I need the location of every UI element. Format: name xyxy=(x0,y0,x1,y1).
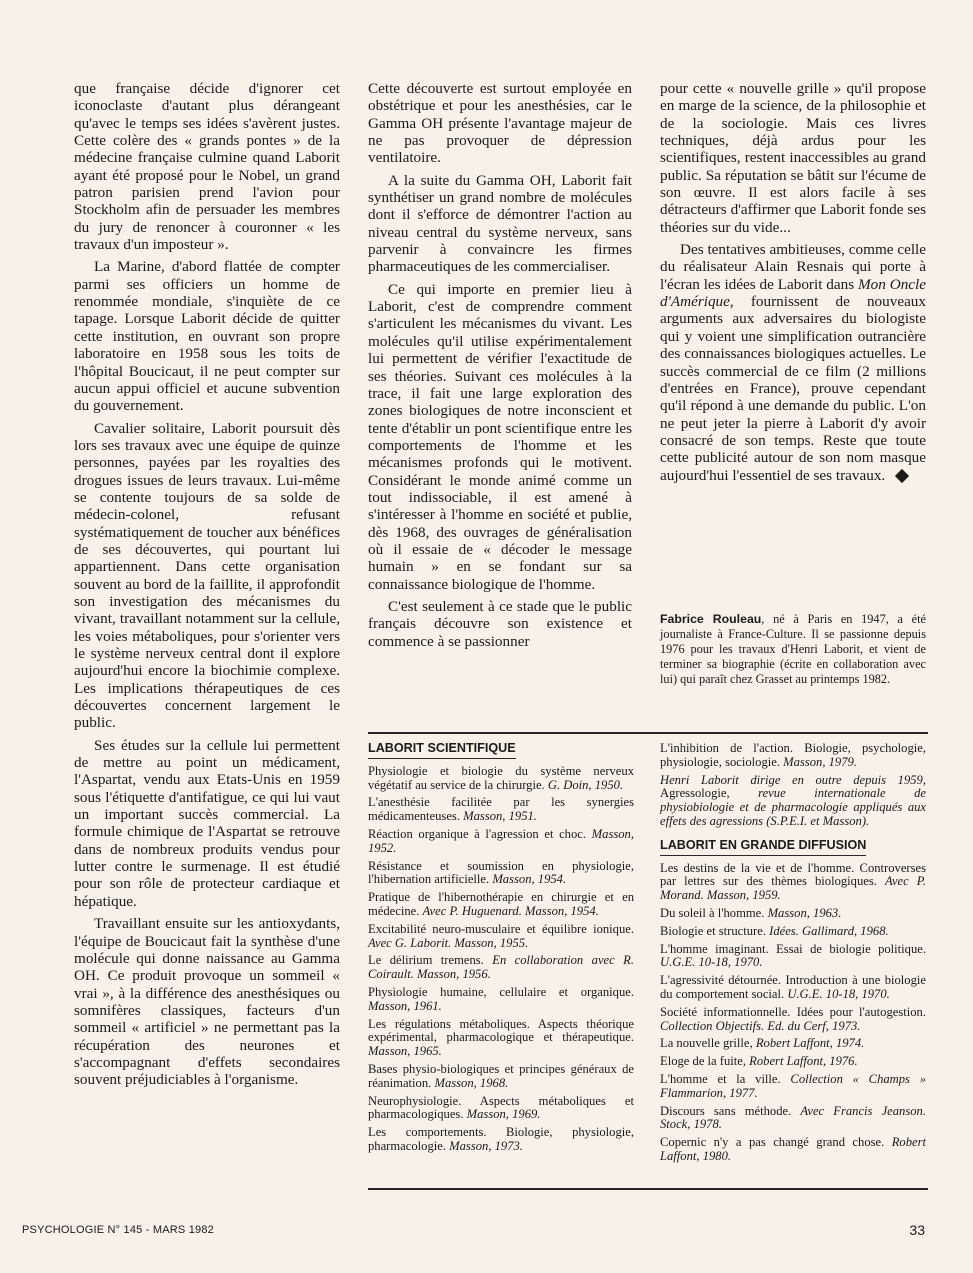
entry-title: Biologie et structure. xyxy=(660,923,770,938)
paragraph: que française décide d'ignorer cet iconoclaste d'autant plus dérangeant qu'avec le temps ses idées s'avèrent justes. Cette colère des « grands pontes » de la médecine française culmine quand Laborit ayant été proposé pour le Nobel, un grand patron parisien prend l'avion pour Stockholm afin de persuader les membres du jury de renoncer à couronner « les travaux d'un imposteur ». xyxy=(74,80,340,254)
entry-publisher: Masson, 1954. xyxy=(492,872,567,887)
entry-publisher: En collaboration avec R. Coirault. Masson, 1956. xyxy=(368,953,634,982)
paragraph: A la suite du Gamma OH, Laborit fait synthétiser un grand nombre de molécules dont il s'efforce de démontrer l'action au niveau central du système nerveux, sans parvenir à convaincre les firmes pharmaceutiques de les commercialiser. xyxy=(368,171,632,276)
entry-title: Eloge de la fuite, xyxy=(660,1054,750,1069)
bibliography-entry xyxy=(368,923,634,951)
entry-title: Physiologie humaine, cellulaire et organique. xyxy=(368,984,634,999)
bibliography-entry xyxy=(660,1136,926,1164)
entry-title: L'agressivité détournée. Introduction à une biologie du comportement social. xyxy=(660,973,926,1001)
bibliography-entry xyxy=(660,1037,926,1051)
article-column-1 xyxy=(74,80,340,1089)
entry-publisher: Avec Francis Jeanson. Stock, 1978. xyxy=(660,1103,926,1132)
paragraph-text: , fournissent de nouveaux arguments aux adversaires du biologiste qui y voient une simplification outrancière des connaissances biologiques actuelles. Le succès commercial de ce film (2 millions d'entrées en France), prouve cependant qu'il répond à une demande du public. L'on ne peut jeter la pierre à Laborit d'y avoir consacré de son temps. Reste que toute cette publicité autour de son nom masque aujourd'hui l'essentiel de ses travaux. xyxy=(660,293,926,484)
entry-publisher: Masson, 1963. xyxy=(767,905,842,920)
bibliography-entry xyxy=(368,986,634,1014)
bibliography-diffusion xyxy=(660,742,926,1168)
entry-publisher: G. Doin, 1950. xyxy=(547,777,624,792)
entry-title: Résistance et soumission en physiologie, l'hibernation artificielle. xyxy=(368,858,634,887)
entry-title: Du soleil à l'homme. xyxy=(660,905,768,920)
bibliography-entry xyxy=(368,1095,634,1123)
bibliography-entry xyxy=(368,860,634,888)
paragraph: C'est seulement à ce stade que le public français découvre son existence et commence à se passionner xyxy=(368,597,632,650)
entry-publisher: U.G.E. 10-18, 1970. xyxy=(787,986,890,1001)
author-name: Fabrice Rouleau xyxy=(660,612,762,626)
bibliography-entry xyxy=(660,742,926,770)
section-divider xyxy=(368,732,928,734)
paragraph: pour cette « nouvelle grille » qu'il propose en marge de la science, de la philosophie et de la sociologie. Mais ces livres techniques, déjà ardus pour les scientifiques, restent inaccessibles au grand public. Sa réputation se bâtit sur l'écume de son œuvre. Il est alors facile à ses détracteurs d'affirmer que Laborit fonde ses théories sur du vide... xyxy=(660,80,926,236)
bibliography-heading: LABORIT SCIENTIFIQUE xyxy=(368,742,516,759)
bibliography-entry xyxy=(660,974,926,1002)
author-bio-text: , né à Paris en 1947, a été journaliste à France-Culture. Il se passionne depuis 1976 pour les travaux d'Henri Laborit, et vient de terminer sa biographie (écrite en collaboration avec lui) qui paraît chez Grasset au printemps 1982. xyxy=(660,612,926,686)
entry-title: Copernic n'y a pas changé grand chose. xyxy=(660,1135,892,1150)
paragraph: Cette découverte est surtout employée en obstétrique et pour les anesthésies, car le Gamma OH présente l'avantage majeur de ne pas provoquer de dépression ventilatoire. xyxy=(368,80,632,167)
bibliography-entry xyxy=(660,1006,926,1034)
bibliography-entry xyxy=(660,862,926,903)
bibliography-entry xyxy=(660,1055,926,1069)
bibliography-scientifique xyxy=(368,742,634,1158)
entry-title: L'anesthésie facilitée par les synergies médicamenteuses. xyxy=(368,795,634,824)
entry-publisher: Avec P. Morand. Masson, 1959. xyxy=(660,874,926,903)
article-column-2 xyxy=(368,80,632,650)
bibliography-entry xyxy=(368,954,634,982)
bibliography-entry xyxy=(660,943,926,971)
entry-title: Discours sans méthode. xyxy=(660,1103,801,1118)
entry-publisher: Masson, 1965. xyxy=(368,1044,442,1059)
bibliography-list xyxy=(660,862,926,1164)
entry-publisher: Masson, 1952. xyxy=(368,826,634,855)
bibliography-entry xyxy=(660,907,926,921)
paragraph-text: Des tentatives ambitieuses, comme celle du réalisateur Alain Resnais qui porte à l'écran les idées de Laborit dans xyxy=(660,241,926,293)
bibliography-entry xyxy=(368,765,634,793)
entry-publisher: Robert Laffont, 1980. xyxy=(660,1135,926,1163)
entry-title: Physiologie et biologie du système nerveux végétatif au service de la chirurgie. xyxy=(368,763,634,792)
bibliography-entry xyxy=(368,828,634,856)
bibliography-entry xyxy=(660,1073,926,1101)
entry-title: Le délirium tremens. xyxy=(368,953,493,968)
entry-publisher: Masson, 1961. xyxy=(368,998,442,1013)
paragraph: La Marine, d'abord flattée de compter parmi ses officiers un homme de renommée mondiale, s'inquiète de ce tapage. Lorsque Laborit décide de quitter cette institution, en ouvrant son propre laboratoire en 1958 sous les toits de l'hôpital Boucicaut, il ne peut compter sur aucun appui officiel et aucune subvention du gouvernement. xyxy=(74,258,340,415)
entry-title: Les régulations métaboliques. Aspects théorique expérimental, pharmacologique et thérapeutique. xyxy=(368,1016,634,1045)
paragraph: Cavalier solitaire, Laborit poursuit dès lors ses travaux avec une équipe de quinze personnes, payées par les royalties des drogues issues de leurs travaux. Lui-même se contente toujours de sa solde de médecin-colonel, refusant systématiquement de toucher aux bénéfices de ses découvertes, qui pourtant lui appartiennent. Dans cette organisation souvent au bord de la faillite, il approfondit son investigation des mécanismes du vivant, travaillant notamment sur la cellule, les voies métaboliques, pour s'orienter vers le système nerveux central dont il explore aujourd'hui encore la biochimie complexe. Les implications thérapeutiques de ces découvertes concernent largement le public. xyxy=(74,419,340,732)
note-text: Henri Laborit dirige en outre depuis 1959, xyxy=(660,772,926,787)
publication-footer: PSYCHOLOGIE N° 145 - MARS 1982 xyxy=(22,1224,214,1236)
entry-publisher: Robert Laffont, 1974. xyxy=(755,1036,865,1051)
entry-title: L'homme imaginant. Essai de biologie politique. xyxy=(660,941,926,956)
entry-title: Les destins de la vie et de l'homme. Controverses par lettres sur des thèmes biologiques. xyxy=(660,860,926,889)
bibliography-entry xyxy=(660,925,926,939)
bibliography-note xyxy=(660,774,926,829)
entry-title: Les comportements. Biologie, physiologie, pharmacologie. xyxy=(368,1125,634,1153)
paragraph: Ce qui importe en premier lieu à Laborit, c'est de comprendre comment s'articulent les mécanismes du vivant. Les molécules qu'il utilise expérimentalement lui permettent de vérifier l'exactitude de ses théories. Suivant ces molécules à la trace, il fait une large exploration des zones biologiques de notre inconscient et tente d'établir un pont scientifique entre les comportements de l'homme et les mécanismes profonds qui le motivent. Considérant le monde animé comme un tout indissociable, il est amené à s'intéresser à l'homme en société et publie, dès 1968, des ouvrages de généralisation où il essaie de « décoder le message humain » en se fondant sur sa connaissance biologique de l'homme. xyxy=(368,280,632,593)
paragraph xyxy=(660,241,926,484)
entry-publisher: Collection « Champs » Flammarion, 1977. xyxy=(660,1071,926,1100)
entry-publisher: Robert Laffont, 1976. xyxy=(749,1054,858,1069)
bibliography-entry xyxy=(368,1018,634,1059)
bibliography-entry xyxy=(368,891,634,919)
paragraph: Travaillant ensuite sur les antioxydants, l'équipe de Boucicaut fait la synthèse d'une molécule qui donne naissance au Gamma OH. Ce produit provoque un sommeil « vrai », à la différence des anesthésiques ou somnifères classiques, facteurs d'un sommeil « artificiel » ne permettant pas la récupération des neurones et s'accompagnant d'effets secondaires souvent préjudiciables à l'organisme. xyxy=(74,915,340,1089)
entry-title: L'homme et la ville. xyxy=(660,1071,791,1086)
bibliography-list xyxy=(368,765,634,1154)
bibliography-heading: LABORIT EN GRANDE DIFFUSION xyxy=(660,839,866,856)
entry-publisher: Avec P. Huguenard. Masson, 1954. xyxy=(422,903,599,918)
paragraph: Ses études sur la cellule lui permettent de mettre au point un médicament, l'Aspartat, vendu aux Etats-Unis en 1959 sous l'étiquette d'antifatigue, ce qui lui vaut un important succès commercial. La formule chimique de l'Aspartat se retrouve dans de nombreux produits vendus pour lutter contre le surmenage. Il est étudié pour son rôle de protecteur cardiaque et hépatique. xyxy=(74,736,340,910)
bibliography-entry xyxy=(368,1126,634,1154)
article-column-3 xyxy=(660,80,926,484)
entry-publisher: Masson, 1969. xyxy=(466,1107,541,1122)
note-text: revue internationale de physiobiologie et de pharmacologie appliqués aux effets des agressions (S.P.E.I. et Masson). xyxy=(660,786,926,828)
entry-title: Pratique de l'hibernothérapie en chirurgie et en médecine. xyxy=(368,890,634,918)
entry-publisher: Collection Objectifs. Ed. du Cerf, 1973. xyxy=(660,1018,861,1033)
entry-title: Bases physio-biologiques et principes généraux de réanimation. xyxy=(368,1061,634,1090)
entry-title: Neurophysiologie. Aspects métaboliques et pharmacologiques. xyxy=(368,1093,634,1122)
end-of-article-diamond-icon xyxy=(895,469,909,483)
bibliography-entry xyxy=(368,1063,634,1091)
bibliography-entry xyxy=(660,1105,926,1133)
author-bio xyxy=(660,612,926,687)
entry-title: Réaction organique à l'agression et choc. xyxy=(368,826,592,841)
entry-publisher: Masson, 1951. xyxy=(463,809,537,824)
entry-publisher: Masson, 1979. xyxy=(783,754,857,769)
entry-title: Société informationnelle. Idées pour l'autogestion. xyxy=(660,1004,926,1019)
bibliography-entry xyxy=(368,796,634,824)
section-divider xyxy=(368,1188,928,1190)
entry-title: L'inhibition de l'action. Biologie, psychologie, physiologie, sociologie. xyxy=(660,741,926,769)
film-title: Mon Oncle d'Amérique xyxy=(660,275,926,311)
page-number: 33 xyxy=(909,1222,925,1238)
entry-title: Excitabilité neuro-musculaire et équilibre ionique. xyxy=(368,921,634,936)
entry-publisher: Idées. Gallimard, 1968. xyxy=(769,923,889,938)
entry-publisher: Masson, 1973. xyxy=(449,1138,523,1153)
entry-publisher: Avec G. Laborit. Masson, 1955. xyxy=(368,935,529,950)
entry-publisher: Masson, 1968. xyxy=(434,1075,509,1090)
journal-name: Agressologie, xyxy=(660,786,759,801)
entry-publisher: U.G.E. 10-18, 1970. xyxy=(660,955,763,970)
entry-title: La nouvelle grille, xyxy=(660,1036,756,1051)
